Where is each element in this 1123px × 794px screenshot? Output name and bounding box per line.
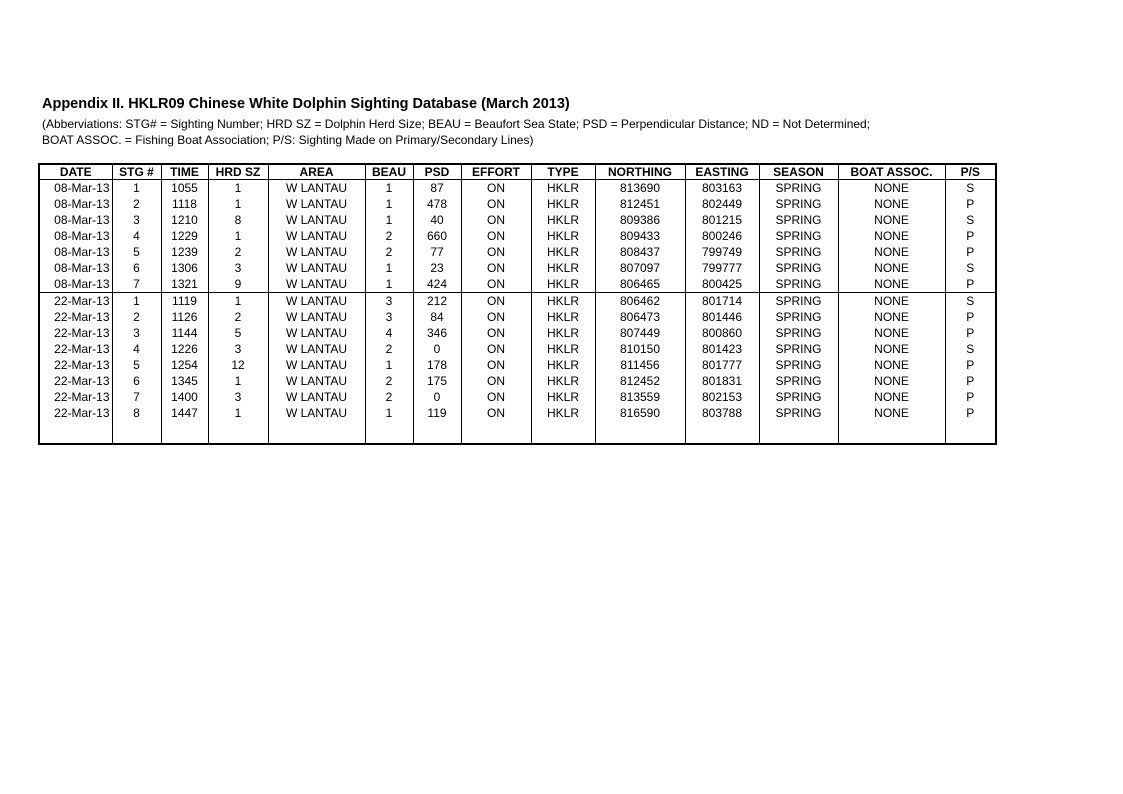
cell-stg: 5 (112, 357, 161, 373)
column-header-season: SEASON (759, 164, 838, 180)
cell-time: 1239 (161, 244, 208, 260)
cell-stg: 2 (112, 309, 161, 325)
cell-hrd-sz: 1 (208, 228, 268, 244)
table-row (39, 244, 996, 260)
cell-season: SPRING (759, 228, 838, 244)
cell-psd: 77 (413, 244, 461, 260)
cell-northing: 812451 (595, 196, 685, 212)
cell-easting: 801423 (685, 341, 759, 357)
cell-hrd-sz: 2 (208, 309, 268, 325)
cell-type: HKLR (531, 309, 595, 325)
cell-boat-assoc: NONE (838, 244, 945, 260)
cell-area: W LANTAU (268, 180, 365, 197)
table-row (39, 325, 996, 341)
cell-time: 1400 (161, 389, 208, 405)
cell-area: W LANTAU (268, 405, 365, 421)
cell-boat-assoc: NONE (838, 276, 945, 293)
cell-date: 22-Mar-13 (39, 341, 112, 357)
cell-effort: ON (461, 389, 531, 405)
cell-boat-assoc: NONE (838, 196, 945, 212)
empty-cell (208, 421, 268, 444)
cell-date: 08-Mar-13 (39, 276, 112, 293)
cell-psd: 178 (413, 357, 461, 373)
cell-time: 1144 (161, 325, 208, 341)
cell-effort: ON (461, 196, 531, 212)
cell-type: HKLR (531, 357, 595, 373)
cell-ps: S (945, 293, 996, 310)
cell-effort: ON (461, 341, 531, 357)
cell-season: SPRING (759, 389, 838, 405)
cell-hrd-sz: 9 (208, 276, 268, 293)
cell-area: W LANTAU (268, 244, 365, 260)
cell-psd: 660 (413, 228, 461, 244)
cell-easting: 800425 (685, 276, 759, 293)
cell-area: W LANTAU (268, 389, 365, 405)
cell-easting: 803163 (685, 180, 759, 197)
column-header-area: AREA (268, 164, 365, 180)
cell-season: SPRING (759, 373, 838, 389)
cell-ps: P (945, 373, 996, 389)
cell-effort: ON (461, 180, 531, 197)
cell-stg: 2 (112, 196, 161, 212)
cell-psd: 212 (413, 293, 461, 310)
cell-northing: 809386 (595, 212, 685, 228)
cell-ps: P (945, 325, 996, 341)
cell-type: HKLR (531, 244, 595, 260)
cell-area: W LANTAU (268, 196, 365, 212)
cell-stg: 3 (112, 325, 161, 341)
cell-area: W LANTAU (268, 212, 365, 228)
cell-beau: 1 (365, 212, 413, 228)
cell-time: 1119 (161, 293, 208, 310)
empty-cell (945, 421, 996, 444)
cell-type: HKLR (531, 405, 595, 421)
cell-psd: 0 (413, 341, 461, 357)
cell-hrd-sz: 1 (208, 405, 268, 421)
cell-area: W LANTAU (268, 325, 365, 341)
cell-easting: 802153 (685, 389, 759, 405)
cell-stg: 7 (112, 389, 161, 405)
cell-boat-assoc: NONE (838, 228, 945, 244)
cell-date: 22-Mar-13 (39, 293, 112, 310)
cell-effort: ON (461, 325, 531, 341)
table-row (39, 373, 996, 389)
cell-type: HKLR (531, 260, 595, 276)
cell-date: 08-Mar-13 (39, 212, 112, 228)
cell-northing: 813559 (595, 389, 685, 405)
cell-psd: 0 (413, 389, 461, 405)
table-row (39, 293, 996, 310)
cell-date: 22-Mar-13 (39, 405, 112, 421)
cell-ps: P (945, 196, 996, 212)
table-row (39, 228, 996, 244)
table-filler-row (39, 421, 996, 444)
cell-season: SPRING (759, 293, 838, 310)
cell-time: 1254 (161, 357, 208, 373)
sighting-table-container (38, 163, 997, 445)
cell-boat-assoc: NONE (838, 260, 945, 276)
empty-cell (161, 421, 208, 444)
abbreviations-line-2: BOAT ASSOC. = Fishing Boat Association; P/S: Sighting Made on Primary/Secondary Lines) (42, 133, 534, 147)
cell-northing: 812452 (595, 373, 685, 389)
cell-hrd-sz: 3 (208, 260, 268, 276)
table-row (39, 309, 996, 325)
cell-beau: 2 (365, 244, 413, 260)
cell-northing: 808437 (595, 244, 685, 260)
cell-beau: 1 (365, 180, 413, 197)
cell-beau: 1 (365, 260, 413, 276)
cell-psd: 175 (413, 373, 461, 389)
cell-easting: 803788 (685, 405, 759, 421)
cell-boat-assoc: NONE (838, 212, 945, 228)
cell-northing: 810150 (595, 341, 685, 357)
column-header-northing: NORTHING (595, 164, 685, 180)
cell-stg: 4 (112, 228, 161, 244)
cell-northing: 807097 (595, 260, 685, 276)
cell-date: 08-Mar-13 (39, 260, 112, 276)
cell-ps: S (945, 341, 996, 357)
cell-effort: ON (461, 276, 531, 293)
cell-boat-assoc: NONE (838, 405, 945, 421)
cell-beau: 2 (365, 389, 413, 405)
cell-easting: 800246 (685, 228, 759, 244)
cell-beau: 2 (365, 373, 413, 389)
cell-season: SPRING (759, 405, 838, 421)
cell-time: 1210 (161, 212, 208, 228)
cell-effort: ON (461, 309, 531, 325)
cell-time: 1126 (161, 309, 208, 325)
cell-hrd-sz: 1 (208, 196, 268, 212)
cell-beau: 3 (365, 293, 413, 310)
cell-season: SPRING (759, 341, 838, 357)
cell-hrd-sz: 8 (208, 212, 268, 228)
cell-beau: 1 (365, 357, 413, 373)
cell-easting: 800860 (685, 325, 759, 341)
cell-time: 1229 (161, 228, 208, 244)
cell-time: 1226 (161, 341, 208, 357)
column-header-time: TIME (161, 164, 208, 180)
cell-effort: ON (461, 244, 531, 260)
cell-ps: S (945, 260, 996, 276)
table-row (39, 180, 996, 197)
cell-ps: P (945, 276, 996, 293)
cell-psd: 84 (413, 309, 461, 325)
cell-type: HKLR (531, 389, 595, 405)
column-header-boat-assoc: BOAT ASSOC. (838, 164, 945, 180)
cell-psd: 23 (413, 260, 461, 276)
cell-beau: 3 (365, 309, 413, 325)
cell-hrd-sz: 5 (208, 325, 268, 341)
cell-beau: 1 (365, 405, 413, 421)
cell-date: 22-Mar-13 (39, 357, 112, 373)
cell-type: HKLR (531, 228, 595, 244)
empty-cell (112, 421, 161, 444)
cell-boat-assoc: NONE (838, 325, 945, 341)
cell-boat-assoc: NONE (838, 357, 945, 373)
cell-date: 08-Mar-13 (39, 244, 112, 260)
cell-northing: 809433 (595, 228, 685, 244)
cell-ps: P (945, 244, 996, 260)
cell-hrd-sz: 1 (208, 293, 268, 310)
cell-time: 1345 (161, 373, 208, 389)
cell-effort: ON (461, 373, 531, 389)
cell-stg: 1 (112, 180, 161, 197)
cell-ps: S (945, 180, 996, 197)
cell-area: W LANTAU (268, 228, 365, 244)
cell-stg: 1 (112, 293, 161, 310)
column-header-ps: P/S (945, 164, 996, 180)
cell-time: 1055 (161, 180, 208, 197)
cell-stg: 3 (112, 212, 161, 228)
cell-hrd-sz: 12 (208, 357, 268, 373)
cell-psd: 346 (413, 325, 461, 341)
cell-season: SPRING (759, 309, 838, 325)
sighting-table (38, 163, 997, 445)
cell-effort: ON (461, 405, 531, 421)
cell-easting: 801446 (685, 309, 759, 325)
empty-cell (685, 421, 759, 444)
cell-easting: 801215 (685, 212, 759, 228)
cell-northing: 806473 (595, 309, 685, 325)
cell-area: W LANTAU (268, 276, 365, 293)
cell-effort: ON (461, 260, 531, 276)
cell-effort: ON (461, 228, 531, 244)
column-header-stg: STG # (112, 164, 161, 180)
cell-beau: 4 (365, 325, 413, 341)
cell-hrd-sz: 3 (208, 341, 268, 357)
cell-date: 08-Mar-13 (39, 180, 112, 197)
cell-type: HKLR (531, 212, 595, 228)
cell-ps: P (945, 357, 996, 373)
cell-type: HKLR (531, 180, 595, 197)
column-header-beau: BEAU (365, 164, 413, 180)
cell-ps: P (945, 389, 996, 405)
cell-area: W LANTAU (268, 309, 365, 325)
abbreviations-note (42, 116, 870, 148)
cell-hrd-sz: 3 (208, 389, 268, 405)
cell-psd: 424 (413, 276, 461, 293)
cell-date: 22-Mar-13 (39, 373, 112, 389)
table-header-row (39, 164, 996, 180)
cell-northing: 806462 (595, 293, 685, 310)
cell-boat-assoc: NONE (838, 180, 945, 197)
column-header-effort: EFFORT (461, 164, 531, 180)
cell-northing: 813690 (595, 180, 685, 197)
table-body (39, 180, 996, 445)
column-header-date: DATE (39, 164, 112, 180)
cell-boat-assoc: NONE (838, 341, 945, 357)
cell-type: HKLR (531, 373, 595, 389)
cell-boat-assoc: NONE (838, 389, 945, 405)
cell-psd: 87 (413, 180, 461, 197)
empty-cell (461, 421, 531, 444)
cell-time: 1321 (161, 276, 208, 293)
cell-stg: 7 (112, 276, 161, 293)
table-row (39, 212, 996, 228)
cell-area: W LANTAU (268, 293, 365, 310)
empty-cell (268, 421, 365, 444)
cell-date: 08-Mar-13 (39, 196, 112, 212)
table-row (39, 196, 996, 212)
cell-ps: S (945, 212, 996, 228)
empty-cell (595, 421, 685, 444)
empty-cell (759, 421, 838, 444)
cell-time: 1118 (161, 196, 208, 212)
cell-northing: 811456 (595, 357, 685, 373)
cell-effort: ON (461, 357, 531, 373)
cell-boat-assoc: NONE (838, 293, 945, 310)
cell-season: SPRING (759, 276, 838, 293)
table-row (39, 260, 996, 276)
cell-easting: 801831 (685, 373, 759, 389)
cell-hrd-sz: 1 (208, 180, 268, 197)
cell-time: 1447 (161, 405, 208, 421)
cell-boat-assoc: NONE (838, 373, 945, 389)
abbreviations-line-1: (Abberviations: STG# = Sighting Number; HRD SZ = Dolphin Herd Size; BEAU = Beaufort Sea State; PSD = Perpendicular Distance; ND = Not Determined; (42, 117, 871, 131)
cell-season: SPRING (759, 357, 838, 373)
cell-area: W LANTAU (268, 341, 365, 357)
table-row (39, 389, 996, 405)
cell-easting: 802449 (685, 196, 759, 212)
cell-ps: P (945, 405, 996, 421)
cell-easting: 799777 (685, 260, 759, 276)
cell-time: 1306 (161, 260, 208, 276)
empty-cell (39, 421, 112, 444)
cell-beau: 1 (365, 276, 413, 293)
table-row (39, 405, 996, 421)
cell-stg: 5 (112, 244, 161, 260)
cell-type: HKLR (531, 341, 595, 357)
cell-season: SPRING (759, 212, 838, 228)
cell-easting: 801777 (685, 357, 759, 373)
cell-season: SPRING (759, 325, 838, 341)
cell-type: HKLR (531, 325, 595, 341)
cell-northing: 807449 (595, 325, 685, 341)
cell-stg: 4 (112, 341, 161, 357)
cell-area: W LANTAU (268, 260, 365, 276)
cell-type: HKLR (531, 196, 595, 212)
cell-northing: 816590 (595, 405, 685, 421)
cell-season: SPRING (759, 196, 838, 212)
cell-beau: 2 (365, 341, 413, 357)
column-header-hrd-sz: HRD SZ (208, 164, 268, 180)
cell-northing: 806465 (595, 276, 685, 293)
cell-date: 22-Mar-13 (39, 325, 112, 341)
column-header-easting: EASTING (685, 164, 759, 180)
cell-effort: ON (461, 212, 531, 228)
cell-easting: 799749 (685, 244, 759, 260)
cell-date: 08-Mar-13 (39, 228, 112, 244)
table-row (39, 276, 996, 293)
column-header-psd: PSD (413, 164, 461, 180)
cell-type: HKLR (531, 276, 595, 293)
empty-cell (365, 421, 413, 444)
table-row (39, 341, 996, 357)
page-title: Appendix II. HKLR09 Chinese White Dolphin Sighting Database (March 2013) (42, 96, 570, 112)
cell-date: 22-Mar-13 (39, 309, 112, 325)
empty-cell (838, 421, 945, 444)
cell-psd: 40 (413, 212, 461, 228)
cell-psd: 478 (413, 196, 461, 212)
cell-ps: P (945, 228, 996, 244)
cell-effort: ON (461, 293, 531, 310)
cell-beau: 1 (365, 196, 413, 212)
cell-stg: 6 (112, 373, 161, 389)
cell-boat-assoc: NONE (838, 309, 945, 325)
table-row (39, 357, 996, 373)
cell-easting: 801714 (685, 293, 759, 310)
cell-stg: 8 (112, 405, 161, 421)
empty-cell (413, 421, 461, 444)
cell-psd: 119 (413, 405, 461, 421)
cell-beau: 2 (365, 228, 413, 244)
cell-area: W LANTAU (268, 357, 365, 373)
cell-hrd-sz: 2 (208, 244, 268, 260)
cell-date: 22-Mar-13 (39, 389, 112, 405)
cell-hrd-sz: 1 (208, 373, 268, 389)
cell-type: HKLR (531, 293, 595, 310)
cell-ps: P (945, 309, 996, 325)
cell-season: SPRING (759, 180, 838, 197)
cell-stg: 6 (112, 260, 161, 276)
cell-season: SPRING (759, 260, 838, 276)
column-header-type: TYPE (531, 164, 595, 180)
cell-season: SPRING (759, 244, 838, 260)
cell-area: W LANTAU (268, 373, 365, 389)
empty-cell (531, 421, 595, 444)
